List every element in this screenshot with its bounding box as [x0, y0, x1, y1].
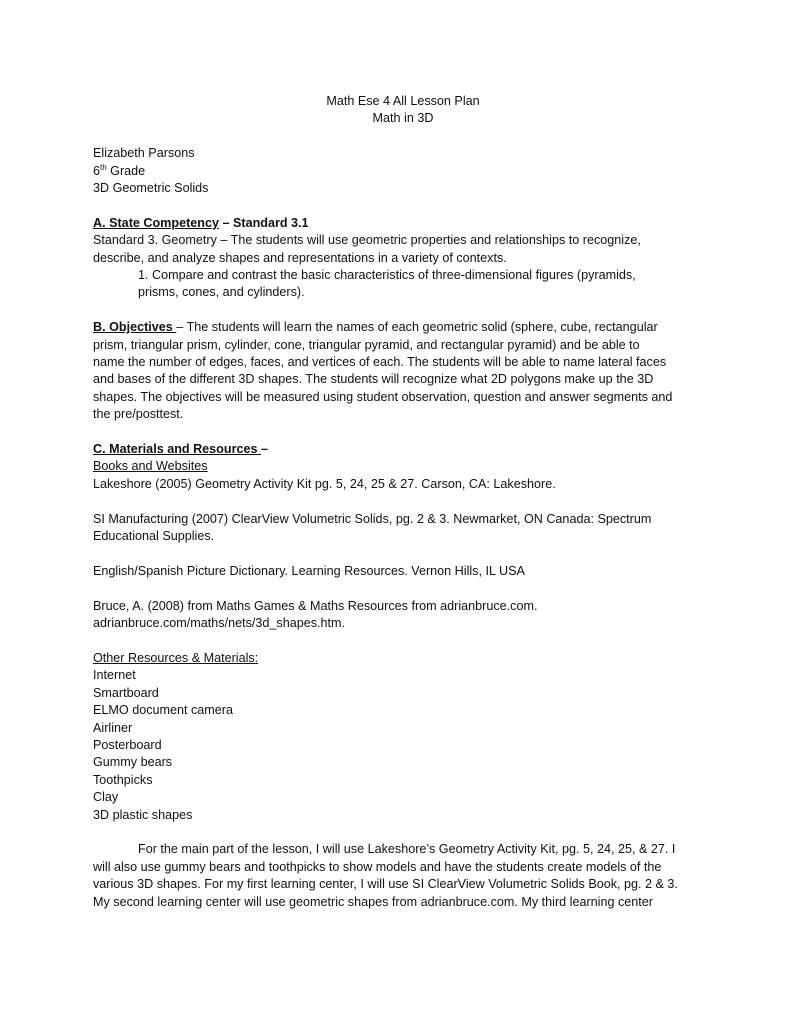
section-a-line: Standard 3. Geometry – The students will use geometric properties and relationships to recognize,: [93, 233, 641, 248]
section-c-heading: [93, 441, 713, 458]
citation-line: Bruce, A. (2008) from Maths Games & Maths Resources from adrianbruce.com.: [93, 598, 538, 613]
material-item: Toothpicks: [93, 772, 153, 787]
grade-suffix: th: [100, 162, 107, 172]
citation-line: SI Manufacturing (2007) ClearView Volumetric Solids, pg. 2 & 3. Newmarket, ON Canada: Spectrum: [93, 511, 652, 526]
material-item: Posterboard: [93, 737, 162, 752]
section-b-line: and bases of the different 3D shapes. The students will recognize what 2D polygons make up the 3D: [93, 372, 654, 387]
material-item: Internet: [93, 668, 136, 683]
material-item: Smartboard: [93, 685, 159, 700]
section-a-heading-label: A. State Competency: [93, 215, 219, 230]
section-b-line: prism, triangular prism, cylinder, cone, triangular pyramid, and rectangular pyramid) and be able to: [93, 337, 640, 352]
lesson-topic: 3D Geometric Solids: [93, 181, 209, 196]
grade-word: Grade: [106, 163, 146, 178]
section-c-heading-rest: –: [260, 442, 268, 457]
section-b-first-line: [93, 319, 713, 336]
document-title: Math Ese 4 All Lesson Plan: [326, 94, 480, 108]
material-item: 3D plastic shapes: [93, 807, 193, 822]
closing-paragraph-line: My second learning center will use geometric shapes from adrianbruce.com. My third learning center: [93, 894, 653, 909]
section-a-competency: prisms, cones, and cylinders).: [138, 285, 305, 300]
closing-paragraph-line: various 3D shapes. For my first learning center, I will use SI ClearView Volumetric Solids Book, pg. 2 & 3.: [93, 877, 678, 892]
citation-line: Lakeshore (2005) Geometry Activity Kit pg. 5, 24, 25 & 27. Carson, CA: Lakeshore.: [93, 476, 556, 491]
citation-line: English/Spanish Picture Dictionary. Learning Resources. Vernon Hills, IL USA: [93, 563, 525, 578]
section-a-heading: [93, 215, 713, 232]
citation-line: Educational Supplies.: [93, 529, 215, 544]
material-item: Clay: [93, 790, 119, 805]
grade-level: [93, 163, 713, 180]
section-c-heading-label: C. Materials and Resources: [93, 442, 261, 457]
section-b-line: name the number of edges, faces, and vertices of each. The students will be able to name lateral faces: [93, 355, 667, 370]
document-subtitle: Math in 3D: [372, 111, 434, 126]
section-b-line: shapes. The objectives will be measured using student observation, question and answer segments and: [93, 389, 673, 404]
material-item: Airliner: [93, 720, 133, 735]
section-b-first-line-rest: – The students will learn the names of each geometric solid (sphere, cube, rectangular: [176, 320, 658, 335]
author-name: Elizabeth Parsons: [93, 146, 195, 161]
citation-line: adrianbruce.com/maths/nets/3d_shapes.htm.: [93, 616, 346, 631]
grade-number: 6: [93, 163, 101, 178]
section-a-competency: 1. Compare and contrast the basic characteristics of three-dimensional figures (pyramids,: [138, 268, 636, 283]
section-b-line: the pre/posttest.: [93, 407, 184, 422]
document-content: [93, 93, 713, 911]
other-resources-heading: Other Resources & Materials:: [93, 650, 259, 665]
closing-paragraph-line: For the main part of the lesson, I will use Lakeshore’s Geometry Activity Kit, pg. 5, 24, 25, & 27. I: [138, 842, 676, 857]
material-item: ELMO document camera: [93, 703, 233, 718]
material-item: Gummy bears: [93, 755, 173, 770]
books-websites-heading: Books and Websites: [93, 459, 208, 474]
section-a-heading-rest: – Standard 3.1: [218, 215, 309, 230]
section-a-line: describe, and analyze shapes and representations in a variety of contexts.: [93, 250, 507, 265]
section-b-heading: B. Objectives: [93, 320, 177, 335]
closing-paragraph-line: will also use gummy bears and toothpicks to show models and have the students create models of the: [93, 859, 662, 874]
